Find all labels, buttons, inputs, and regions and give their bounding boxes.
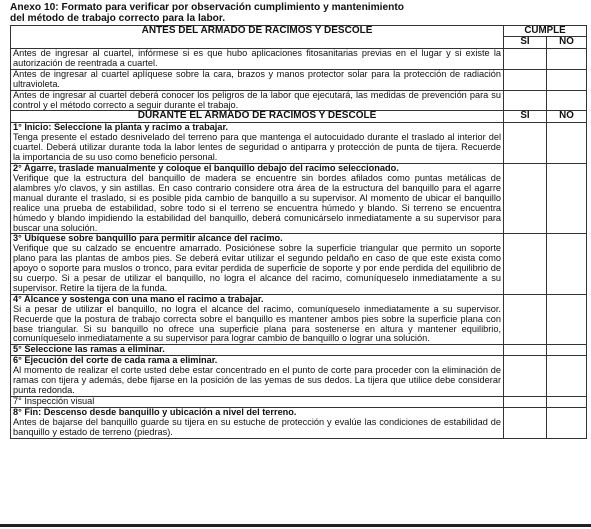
si-header: SI [504, 111, 547, 123]
si-checkbox-cell[interactable] [504, 407, 547, 438]
step-body: Tenga presente el estado desnivelado del terreno para que mantenga el autocuidado durante el traslado al interior del cuartel. Deberá utilizar durante toda la labor lentes de seguridad o antiparra y protección de punta de tijera. Recuerde la importancia de su uso como beneficio personal. [13, 132, 501, 163]
step-body: Verifique que la estructura del banquillo de madera se encuentre sin bordes afilados como puntas metálicas de alambres y/o clavos, y sin astillas. En caso contrario considere otra área de la estructura del banquillo para el agarre manual durante el traslado, si es posible pida cambio de banquillo a su supervisor. Al momento de ubicar el banquillo realice una prueba de estabilidad, sobre todo si el terreno se encuentra húmedo y blando. Si terreno se encuentra húmedo y blando impidiendo la estabilidad del banquillo, deberá comunicárselo inmediatamente a su supervisor para buscar una solución. [13, 172, 501, 233]
section-2-header-row [11, 111, 587, 123]
no-checkbox-cell[interactable] [547, 90, 587, 111]
step-title: 1° Inicio: Seleccione la planta y racimo a trabajar. [13, 122, 229, 133]
step-cell [11, 345, 504, 356]
si-checkbox-cell[interactable] [504, 164, 547, 234]
section-1-item: Antes de ingresar al cuartel deberá conocer los peligros de la labor que ejecutará, las medidas de prevención para su control y el método correcto a seguir durante el trabajo. [11, 90, 504, 111]
step-cell [11, 123, 504, 164]
heading-line-1: Anexo 10: Formato para verificar por observación cumplimiento y mantenimiento [10, 2, 405, 13]
no-checkbox-cell[interactable] [547, 234, 587, 294]
table-row [11, 69, 587, 90]
step-cell [11, 356, 504, 397]
page-bottom-rule [0, 524, 591, 527]
step-body: Al momento de realizar el corte usted debe estar concentrado en el punto de corte para proceder con la eliminación de ramas con tijera y además, debe fijarse en la posición de las yemas de sus dedos. La tijera que utilice debe considerar punta redonda. [13, 365, 501, 395]
table-row [11, 234, 587, 294]
no-checkbox-cell[interactable] [547, 356, 587, 397]
step-cell [11, 234, 504, 294]
cumple-header: CUMPLE [504, 26, 587, 37]
heading-line-2: del método de trabajo correcto para la labor. [10, 13, 226, 24]
no-checkbox-cell[interactable] [547, 294, 587, 345]
no-checkbox-cell[interactable] [547, 49, 587, 70]
si-checkbox-cell[interactable] [504, 234, 547, 294]
section-1-title: ANTES DEL ARMADO DE RACIMOS Y DESCOLE [11, 26, 504, 49]
table-row [11, 407, 587, 438]
step-title: 3° Ubíquese sobre banquillo para permitir alcance del racimo. [13, 233, 283, 244]
table-row [11, 356, 587, 397]
step-body: Si a pesar de utilizar el banquillo, no logra el alcance del racimo, comuníqueselo inmediatamente a su supervisor. Recuerde que la postura de trabajo correcta sobre el banquillo es mantener ambos pies sobre la superficie plana con base triangular. Si su banquillo no ofrece una superficie plana para sostenerse en altura y mantener equilibrio, comuníqueselo inmediatamente a su supervisor para lograr cambio de banquillo o lograr una solución. [13, 303, 501, 344]
no-header: NO [547, 111, 587, 123]
no-checkbox-cell[interactable] [547, 396, 587, 407]
no-checkbox-cell[interactable] [547, 164, 587, 234]
si-checkbox-cell[interactable] [504, 49, 547, 70]
step-body: Antes de bajarse del banquillo guarde su tijera en su estuche de protección y evalúe las condiciones de estabilidad de banquillo y estado de terreno (piedras). [13, 416, 501, 437]
si-header: SI [504, 37, 547, 49]
table-row [11, 49, 587, 70]
step-body: Verifique que su calzado se encuentre amarrado. Posiciónese sobre la superficie triangular que permito un soporte plano para las plantas de ambos pies. Se deberá evitar utilizar el segundo peldaño en caso de que este exista como apoyo o soporte para muslos o tronco, para evitar perdida de superficie de soporte y por ende perdida del equilibrio de su cuerpo. Si a pesar de utilizar el banquillo, no logra el alcance del racimo, comuníqueselo inmediatamente a su supervisor. Retire la tijera de la funda. [13, 243, 501, 293]
table-row [11, 164, 587, 234]
si-checkbox-cell[interactable] [504, 123, 547, 164]
step-title: 2° Agarre, traslade manualmente y coloque el banquillo debajo del racimo seleccionado. [13, 163, 399, 174]
section-1-item: Antes de ingresar al cuartel, infórmese si es que hubo aplicaciones fitosanitarias previas en el lugar y si existe la autorización de reentrada a cuartel. [11, 49, 504, 70]
table-header-row [11, 26, 587, 37]
document-heading [10, 2, 585, 24]
verification-form-table [10, 25, 587, 439]
si-checkbox-cell[interactable] [504, 294, 547, 345]
no-checkbox-cell[interactable] [547, 69, 587, 90]
no-header: NO [547, 37, 587, 49]
step-title: 7° Inspección visual [13, 395, 95, 406]
section-1-item: Antes de ingresar al cuartel aplíquese sobre la cara, brazos y manos protector solar para la protección de radiación ultravioleta. [11, 69, 504, 90]
step-title: 5° Seleccione las ramas a eliminar. [13, 344, 165, 355]
table-row [11, 123, 587, 164]
si-checkbox-cell[interactable] [504, 69, 547, 90]
step-cell [11, 396, 504, 407]
no-checkbox-cell[interactable] [547, 345, 587, 356]
table-row [11, 345, 587, 356]
step-title: 6° Ejecución del corte de cada rama a eliminar. [13, 355, 218, 366]
step-title: 4° Alcance y sostenga con una mano el racimo a trabajar. [13, 293, 264, 304]
table-row [11, 396, 587, 407]
si-checkbox-cell[interactable] [504, 345, 547, 356]
step-cell [11, 294, 504, 345]
no-checkbox-cell[interactable] [547, 407, 587, 438]
table-row [11, 90, 587, 111]
section-2-title: DURANTE EL ARMADO DE RACIMOS Y DESCOLE [11, 111, 504, 123]
step-title: 8° Fin: Descenso desde banquillo y ubicación a nivel del terreno. [13, 406, 297, 417]
si-checkbox-cell[interactable] [504, 396, 547, 407]
table-row [11, 294, 587, 345]
step-cell [11, 164, 504, 234]
si-checkbox-cell[interactable] [504, 90, 547, 111]
si-checkbox-cell[interactable] [504, 356, 547, 397]
no-checkbox-cell[interactable] [547, 123, 587, 164]
step-cell [11, 407, 504, 438]
